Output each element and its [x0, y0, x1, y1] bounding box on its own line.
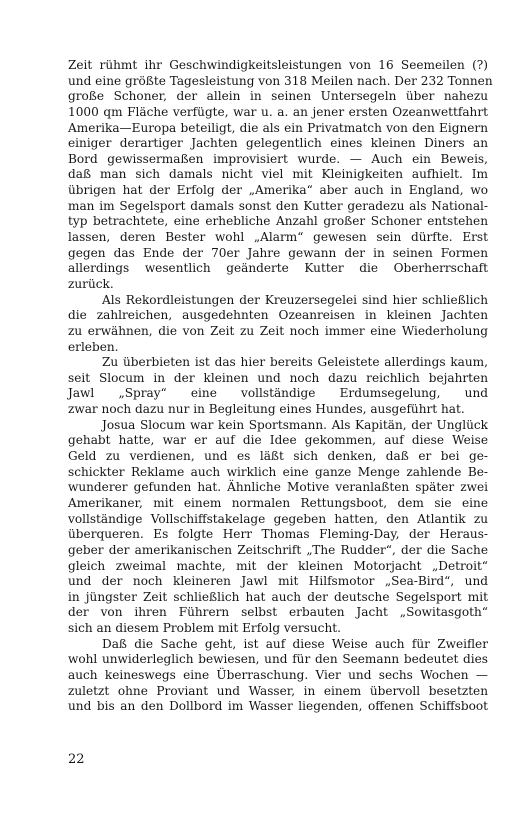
text-line: sich an diesem Problem mit Erfolg versucht.	[68, 621, 341, 636]
text-line: Bord gewissermaßen improvisiert wurde. — Auch ein Beweis,	[68, 151, 488, 166]
text-line: zuletzt ohne Proviant und Wasser, in einem übervoll besetzten	[68, 683, 488, 698]
text-line: zurück.	[68, 276, 114, 291]
text-line: lassen, deren Bester wohl „Alarm“ gewesen sein dürfte. Erst	[68, 230, 488, 245]
text-line: und der noch kleineren Jawl mit Hilfsmotor „Sea-Bird“, und	[68, 574, 488, 589]
text-line: die zahlreichen, ausgedehnten Ozeanreisen in kleinen Jachten	[68, 308, 488, 323]
text-line: zu erwähnen, die von Zeit zu Zeit noch immer eine Wiederholung	[68, 323, 488, 338]
text-line: Zu überbieten ist das hier bereits Geleistete allerdings kaum,	[102, 355, 488, 370]
page-number: 22	[68, 752, 85, 767]
text-line: und bis an den Dollbord im Wasser liegenden, offenen Schiffsboot	[68, 699, 488, 714]
text-line: und eine größte Tagesleistung von 318 Meilen nach. Der 232 Tonnen	[68, 73, 493, 88]
text-line: Amerikaner, mit einem normalen Rettungsboot, dem sie eine	[68, 495, 488, 510]
text-line: erleben.	[68, 339, 119, 354]
text-line: gehabt hatte, war er auf die Idee gekommen, auf diese Weise	[68, 433, 488, 448]
body-text	[68, 58, 493, 715]
text-line: Daß die Sache geht, ist auf diese Weise auch für Zweifler	[102, 636, 488, 651]
text-line: vollständige Vollschiffstakelage gegeben hatten, den Atlantik zu	[68, 511, 488, 526]
text-line: Geld zu verdienen, und es läßt sich denken, daß er bei ge-	[68, 449, 488, 464]
text-line: daß man sich damals nicht viel mit Kleinigkeiten aufhielt. Im	[68, 167, 488, 182]
text-line: wunderer gefunden hat. Ähnliche Motive veranlaßten später zwei	[68, 480, 488, 495]
text-line: man im Segelsport damals sonst den Kutter geradezu als National-	[68, 198, 488, 213]
text-line: schickter Reklame auch wirklich eine ganze Menge zahlende Be-	[68, 464, 488, 479]
text-line: überqueren. Es folgte Herr Thomas Fleming-Day, der Heraus-	[68, 527, 488, 542]
text-line: wohl unwiderleglich bewiesen, und für den Seemann bedeutet dies	[68, 652, 488, 667]
text-line: der von ihren Führern selbst erbauten Jacht „Sowitasgoth“	[68, 605, 488, 620]
text-line: große Schoner, der allein in seinen Untersegeln über nahezu	[68, 89, 488, 104]
text-line: übrigen hat der Erfolg der „Amerika“ aber auch in England, wo	[68, 183, 488, 198]
text-line: Amerika—Europa beteiligt, die als ein Privatmatch von den Eignern	[68, 120, 488, 135]
text-line: einiger derartiger Jachten gelegentlich eines kleinen Diners an	[68, 136, 488, 151]
text-line: Als Rekordleistungen der Kreuzersegelei sind hier schließlich	[102, 292, 488, 307]
text-line: Zeit rühmt ihr Geschwindigkeitsleistungen von 16 Seemeilen (?)	[68, 58, 488, 72]
text-line: zwar noch dazu nur in Begleitung eines Hundes, ausgeführt hat.	[68, 402, 465, 417]
text-line: auch keineswegs eine Überraschung. Vier und sechs Wochen —	[68, 667, 488, 682]
text-line: seit Slocum in der kleinen und noch dazu reichlich bejahrten	[68, 370, 488, 385]
text-line: typ betrachtete, eine erhebliche Anzahl großer Schoner entstehen	[68, 214, 488, 229]
text-line: geber der amerikanischen Zeitschrift „The Rudder“, der die Sache	[68, 542, 488, 557]
text-line: gegen das Ende der 70er Jahre gewann der in seinen Formen	[68, 245, 488, 260]
text-line: allerdings wesentlich geänderte Kutter die Oberherrschaft	[68, 261, 488, 276]
text-line: Josua Slocum war kein Sportsmann. Als Kapitän, der Unglück	[102, 417, 488, 432]
text-line: Jawl „Spray“ eine vollständige Erdumsegelung, und	[68, 386, 488, 401]
text-line: gleich zweimal machte, mit der kleinen Motorjacht „Detroit“	[68, 558, 488, 573]
text-line: 1000 qm Fläche verfügte, war u. a. an jener ersten Ozeanwettfahrt	[68, 104, 488, 119]
text-line: in jüngster Zeit schließlich hat auch der deutsche Segelsport mit	[68, 589, 488, 604]
